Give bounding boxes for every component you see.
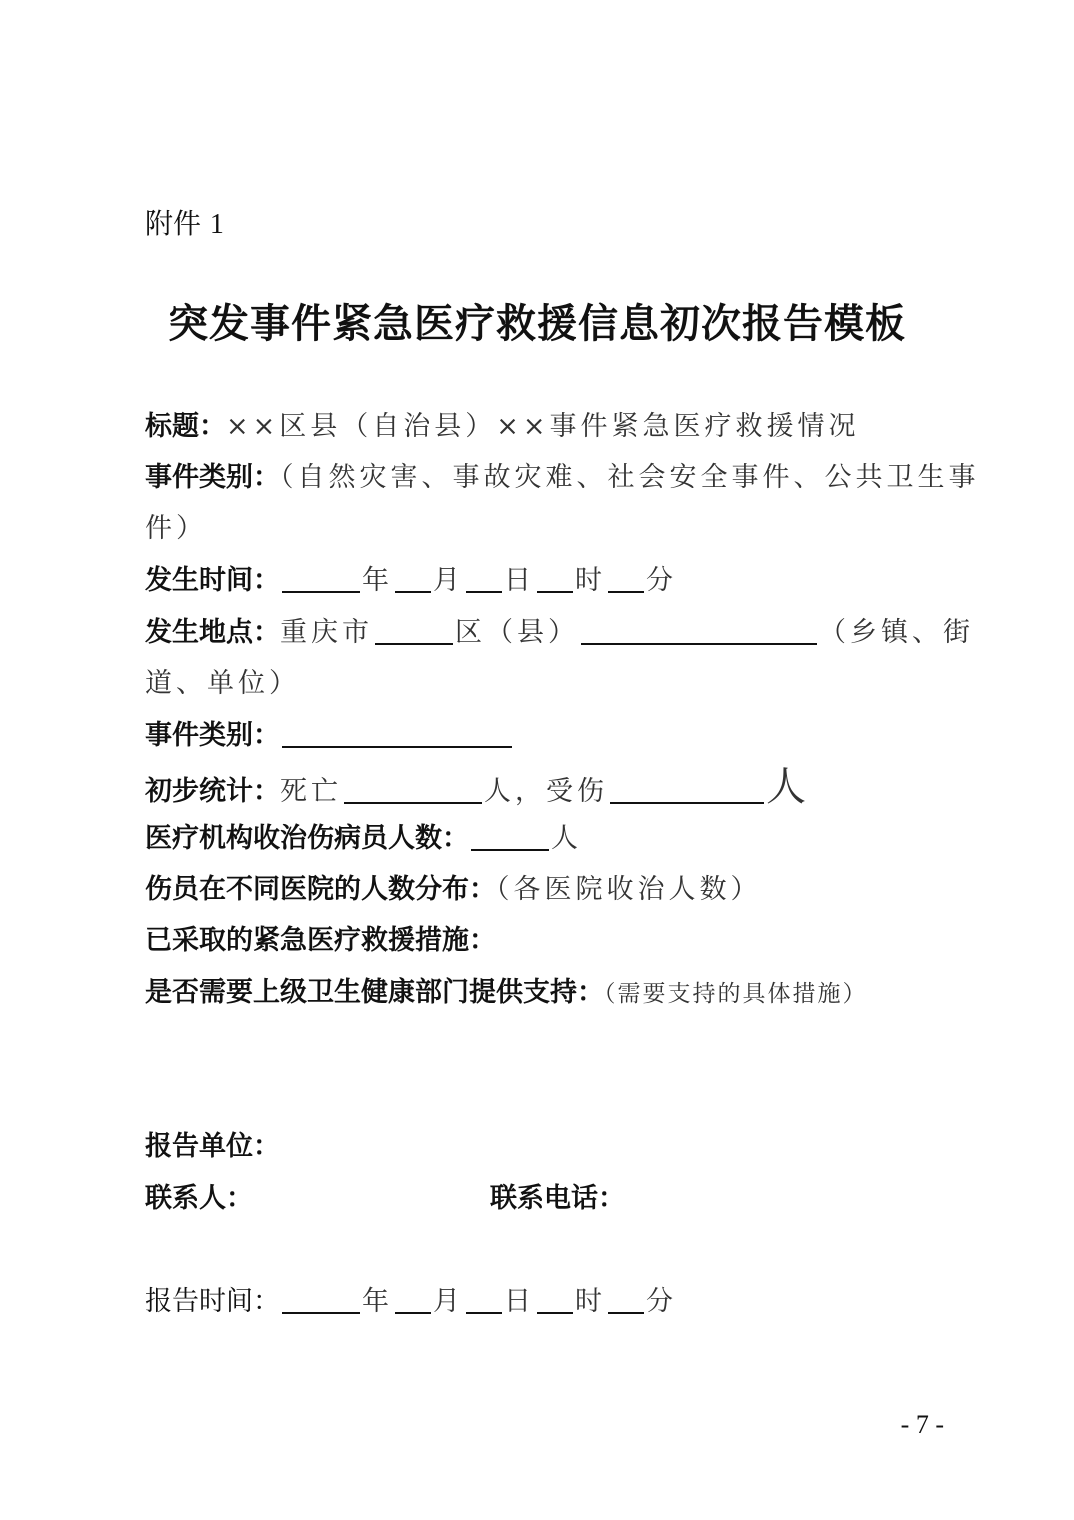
minute-blank[interactable]	[608, 563, 644, 593]
reporter-row: 报告单位：	[145, 1131, 280, 1162]
contact-row: 联系人：	[145, 1183, 253, 1214]
report-hour-blank[interactable]	[537, 1284, 573, 1314]
admitted-blank[interactable]	[471, 821, 549, 851]
day-blank[interactable]	[466, 563, 502, 593]
location-row: 发生地点：重庆市 区（县） （乡镇、街	[145, 617, 974, 648]
year-blank[interactable]	[282, 563, 360, 593]
report-month-blank[interactable]	[395, 1284, 431, 1314]
report-minute-blank[interactable]	[608, 1284, 644, 1314]
headline-value: ××区县（自治县）××事件紧急医疗救援情况	[226, 411, 860, 442]
location-row-cont: 道、单位）	[145, 668, 300, 699]
admitted-row: 医疗机构收治伤病员人数： 人	[145, 823, 582, 854]
page-number: - 7 -	[900, 1410, 944, 1439]
occur-time-row: 发生时间： 年 月 日 时 分	[145, 565, 677, 596]
category-row-cont: 件）	[145, 513, 207, 544]
district-blank[interactable]	[375, 615, 453, 645]
report-time-row: 报告时间： 年 月 日 时 分	[145, 1286, 677, 1317]
hour-blank[interactable]	[537, 563, 573, 593]
dead-blank[interactable]	[344, 774, 482, 804]
category-blank[interactable]	[282, 718, 512, 748]
stats-row: 初步统计：死亡 人，受伤 人	[145, 764, 810, 810]
injured-blank[interactable]	[610, 774, 764, 804]
measures-row: 已采取的紧急医疗救援措施：	[145, 925, 496, 956]
category-row: 事件类别：（自然灾害、事故灾难、社会安全事件、公共卫生事	[145, 462, 980, 493]
support-row: 是否需要上级卫生健康部门提供支持：（需要支持的具体措施）	[145, 977, 868, 1008]
report-day-blank[interactable]	[466, 1284, 502, 1314]
attachment-label: 附件 1	[145, 207, 224, 240]
distribution-row: 伤员在不同医院的人数分布：（各医院收治人数）	[145, 874, 762, 905]
category2-row: 事件类别：	[145, 716, 514, 756]
town-blank[interactable]	[581, 615, 817, 645]
month-blank[interactable]	[395, 563, 431, 593]
report-year-blank[interactable]	[282, 1284, 360, 1314]
document-title: 突发事件紧急医疗救援信息初次报告模板	[168, 301, 906, 347]
phone-row: 联系电话：	[490, 1183, 625, 1214]
headline-row: 标题：××区县（自治县）××事件紧急医疗救援情况	[145, 411, 860, 442]
